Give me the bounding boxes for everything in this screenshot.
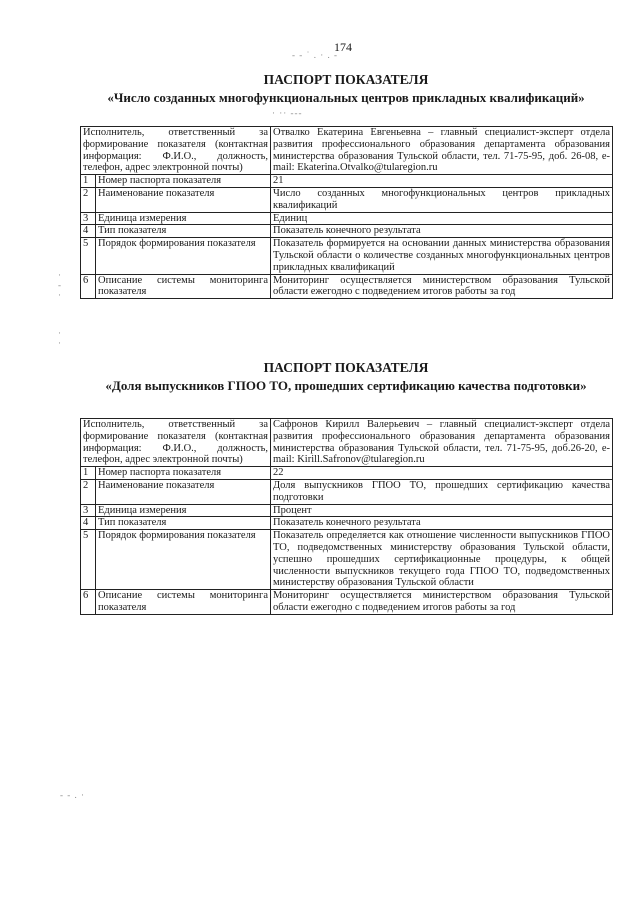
executor-value: Отвалко Екатерина Евгеньевна – главный специалист-эксперт отдела развития профессионального образования департамента образования министерства образования Тульской области, тел. 71-75-95, доб. 26-08, e-mail: Ekaterina.Otvalko@tularegion.ru — [271, 127, 613, 175]
row-number: 1 — [81, 175, 96, 188]
table-row — [81, 530, 613, 590]
table-row — [81, 187, 613, 212]
table-row — [81, 467, 613, 480]
table-row — [81, 274, 613, 299]
row-label: Описание системы мониторинга показателя — [96, 274, 271, 299]
row-label: Номер паспорта показателя — [96, 467, 271, 480]
row-label: Описание системы мониторинга показателя — [96, 590, 271, 615]
row-label: Единица измерения — [96, 212, 271, 225]
row-number: 6 — [81, 274, 96, 299]
row-value: Показатель определяется как отношение численности выпускников ГПОО ТО, подведомственных министерству образования Тульской области, успешно прошедших сертификационные процедуры, к общей численности выпускников текущего года ГПОО ТО, подведомственных министерству образования Тульской области — [271, 530, 613, 590]
table-row — [81, 419, 613, 467]
row-label: Тип показателя — [96, 517, 271, 530]
row-label: Наименование показателя — [96, 187, 271, 212]
scan-artifact: - - ˙ . · . ‑ — [292, 50, 338, 60]
passport-1-subtitle: «Число созданных многофункциональных центров прикладных квалификаций» — [107, 90, 585, 105]
row-label: Тип показателя — [96, 225, 271, 238]
row-number: 5 — [81, 238, 96, 274]
scan-artifact: · ·· ‐‐‐ — [272, 108, 303, 118]
table-row — [81, 225, 613, 238]
row-value: Доля выпускников ГПОО ТО, прошедших сертификацию качества подготовки — [271, 479, 613, 504]
table-row — [81, 175, 613, 188]
row-number: 5 — [81, 530, 96, 590]
row-value: 21 — [271, 175, 613, 188]
row-value: Мониторинг осуществляется министерством образования Тульской области ежегодно с подведением итогов работы за год — [271, 590, 613, 615]
row-label: Порядок формирования показателя — [96, 238, 271, 274]
row-label: Единица измерения — [96, 504, 271, 517]
scan-artifact: · - · — [58, 270, 62, 300]
row-label: Наименование показателя — [96, 479, 271, 504]
row-value: Мониторинг осуществляется министерством образования Тульской области ежегодно с подведением итогов работы за год — [271, 274, 613, 299]
passport-1-title: ПАСПОРТ ПОКАЗАТЕЛЯ — [263, 72, 429, 87]
table-row — [81, 212, 613, 225]
row-number: 1 — [81, 467, 96, 480]
row-value: Число созданных многофункциональных центров прикладных квалификаций — [271, 187, 613, 212]
row-value: Показатель конечного результата — [271, 225, 613, 238]
row-label: Номер паспорта показателя — [96, 175, 271, 188]
row-number: 4 — [81, 517, 96, 530]
executor-label: Исполнитель, ответственный за формирование показателя (контактная информация: Ф.И.О., должность, телефон, адрес электронной почты) — [81, 419, 271, 467]
passport-1-table — [80, 126, 613, 299]
table-row — [81, 479, 613, 504]
table-row — [81, 504, 613, 517]
table-row — [81, 238, 613, 274]
row-value: Процент — [271, 504, 613, 517]
row-number: 2 — [81, 187, 96, 212]
row-value: 22 — [271, 467, 613, 480]
scan-artifact: - - . · — [60, 790, 85, 800]
row-number: 4 — [81, 225, 96, 238]
passport-2-subtitle: «Доля выпускников ГПОО ТО, прошедших сертификацию качества подготовки» — [105, 378, 587, 393]
row-number: 6 — [81, 590, 96, 615]
row-number: 3 — [81, 212, 96, 225]
row-value: Единиц — [271, 212, 613, 225]
executor-label: Исполнитель, ответственный за формирование показателя (контактная информация: Ф.И.О., должность, телефон, адрес электронной почты) — [81, 127, 271, 175]
table-row — [81, 590, 613, 615]
row-number: 3 — [81, 504, 96, 517]
row-number: 2 — [81, 479, 96, 504]
row-value: Показатель формируется на основании данных министерства образования Тульской области о количестве созданных многофункциональных центров прикладных квалификаций — [271, 238, 613, 274]
row-value: Показатель конечного результата — [271, 517, 613, 530]
table-row — [81, 517, 613, 530]
passport-2-table — [80, 418, 613, 615]
executor-value: Сафронов Кирилл Валерьевич – главный специалист-эксперт отдела развития профессионального образования департамента образования министерства образования Тульской области, тел. 71-75-95, доб.26-20, e-mail: Kirill.Safronov@tularegion.ru — [271, 419, 613, 467]
row-label: Порядок формирования показателя — [96, 530, 271, 590]
table-row — [81, 127, 613, 175]
page-number: 174 — [334, 40, 352, 54]
scan-artifact: · · — [58, 328, 62, 348]
passport-2-title: ПАСПОРТ ПОКАЗАТЕЛЯ — [263, 360, 429, 375]
